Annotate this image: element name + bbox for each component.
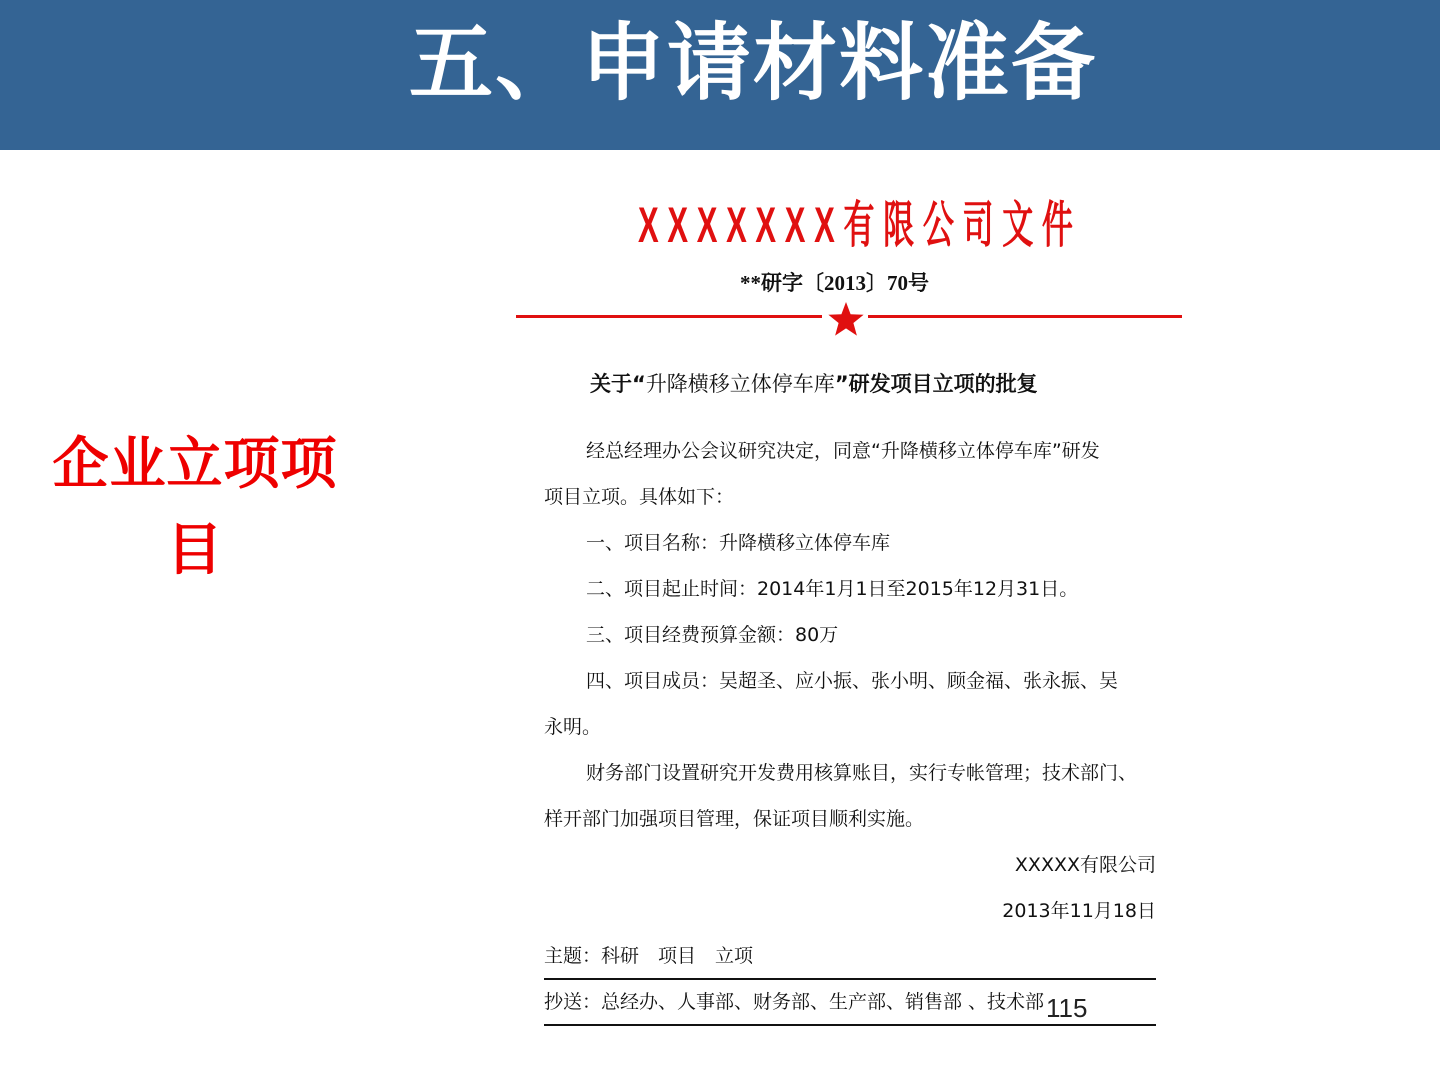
side-label: 企业立项项目 (52, 432, 338, 583)
slide-title: 五、申请材料准备 (408, 14, 1097, 112)
document-subject (590, 366, 1038, 402)
item-project-members: 四、项目成员：吴超圣、应小振、张小明、顾金福、张永振、吴 (586, 670, 1119, 692)
red-divider-right (868, 315, 1182, 318)
document-number: **研字〔2013〕70号 (740, 271, 929, 295)
finance-line: 样开部门加强项目管理，保证项目顺利实施。 (544, 808, 925, 830)
title-banner (0, 0, 1440, 150)
document-body (544, 428, 1156, 1026)
item-project-budget: 三、项目经费预算金额：80万 (586, 624, 839, 646)
item-project-members-cont: 永明。 (544, 716, 602, 738)
signature-date: 2013年11月18日 (1002, 900, 1156, 922)
star-icon (826, 299, 866, 339)
intro-line: 经总经理办公会议研究决定，同意“升降横移立体停车库”研发 (586, 440, 1100, 462)
item-project-name: 一、项目名称：升降横移立体停车库 (586, 532, 891, 554)
topic-line: 主题：科研 项目 立项 (544, 934, 1156, 980)
red-divider-left (516, 315, 822, 318)
subject-prefix: 关于“ (590, 372, 646, 396)
subject-suffix: ”研发项目立项的批复 (834, 372, 1038, 396)
subject-project: 升降横移立体停车库 (645, 372, 835, 396)
intro-line: 项目立项。具体如下： (544, 486, 735, 508)
item-project-period: 二、项目起止时间：2014年1月1日至2015年12月31日。 (586, 578, 1079, 600)
document-header: XXXXXXX有限公司文件 (638, 197, 1082, 253)
signature-company: XXXXX有限公司 (1014, 854, 1156, 876)
finance-line: 财务部门设置研究开发费用核算账目，实行专帐管理；技术部门、 (586, 762, 1138, 784)
page-number: 115 (1046, 993, 1088, 1023)
cc-line: 抄送：总经办、人事部、财务部、生产部、销售部 、技术部 (544, 980, 1156, 1026)
